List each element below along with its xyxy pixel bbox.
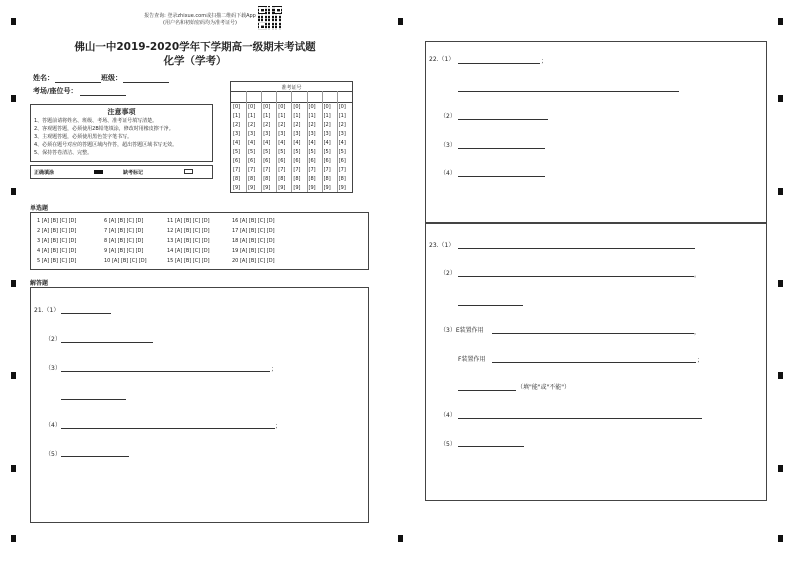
mc-question[interactable]: 7 [A] [B] [C] [D] xyxy=(104,228,144,234)
exam-digit-bubble[interactable]: [1] xyxy=(263,113,271,119)
q21-answer-box xyxy=(30,287,369,523)
q21-part3-label: （3） xyxy=(45,365,61,372)
exam-digit-bubble[interactable]: [7] xyxy=(248,167,256,173)
q21-part4-end: ； xyxy=(275,423,282,430)
q23-part5-label: （5） xyxy=(440,441,456,448)
registration-mark xyxy=(778,95,783,102)
registration-mark xyxy=(398,18,403,25)
q21-number: 21.（1） xyxy=(34,307,60,314)
mc-question[interactable]: 1 [A] [B] [C] [D] xyxy=(37,218,77,224)
registration-mark xyxy=(11,280,16,287)
exam-digit-bubble[interactable]: [7] xyxy=(293,167,301,173)
q23-part2-end: 。 xyxy=(694,272,701,279)
exam-digit-bubble[interactable]: [2] xyxy=(308,122,316,128)
q23-f-device-field[interactable] xyxy=(492,362,696,363)
registration-mark xyxy=(11,95,16,102)
exam-digit-bubble[interactable]: [6] xyxy=(233,158,241,164)
exam-digit-bubble[interactable]: [7] xyxy=(233,167,241,173)
registration-mark xyxy=(778,280,783,287)
exam-digit-bubble[interactable]: [6] xyxy=(308,158,316,164)
mc-question[interactable]: 11 [A] [B] [C] [D] xyxy=(167,218,210,224)
mc-question[interactable]: 2 [A] [B] [C] [D] xyxy=(37,228,77,234)
registration-mark xyxy=(778,535,783,542)
q21-part5-field[interactable] xyxy=(61,456,129,457)
exam-digit-bubble[interactable]: [4] xyxy=(263,140,271,146)
mc-question[interactable]: 16 [A] [B] [C] [D] xyxy=(232,218,275,224)
column-divider xyxy=(261,91,262,192)
exam-digit-bubble[interactable]: [1] xyxy=(308,113,316,119)
q22-part1-field[interactable] xyxy=(458,63,540,64)
notice-item: 5、保持答卷清洁、完整。 xyxy=(34,150,93,156)
login-hint-note: (用户名和初始密码均为准考证号) xyxy=(163,20,237,26)
q22-answer-box xyxy=(425,41,767,223)
exam-digit-bubble[interactable]: [4] xyxy=(293,140,301,146)
mc-question[interactable]: 5 [A] [B] [C] [D] xyxy=(37,258,77,264)
q23-part2-field-2[interactable] xyxy=(458,305,523,306)
q23-f-device-label: F装置作用 xyxy=(458,356,486,363)
exam-digit-bubble[interactable]: [0] xyxy=(248,104,256,110)
exam-digit-bubble[interactable]: [5] xyxy=(323,149,331,155)
absent-checkbox[interactable] xyxy=(184,169,193,174)
q23-fill-note: （填"能"或"不能"） xyxy=(517,384,571,391)
exam-digit-bubble[interactable]: [3] xyxy=(278,131,286,137)
registration-mark xyxy=(11,372,16,379)
exam-digit-bubble[interactable]: [5] xyxy=(263,149,271,155)
exam-digit-bubble[interactable]: [0] xyxy=(308,104,316,110)
q22-part1-end: ； xyxy=(541,58,548,65)
exam-digit-bubble[interactable]: [1] xyxy=(323,113,331,119)
exam-digit-bubble[interactable]: [0] xyxy=(278,104,286,110)
page-title: 佛山一中2019-2020学年下学期高一级期末考试题 xyxy=(74,41,316,53)
q22-part4-label: （4） xyxy=(440,170,456,177)
q21-part3-end: ； xyxy=(271,366,278,373)
registration-mark xyxy=(11,535,16,542)
q23-part5-field[interactable] xyxy=(458,446,524,447)
column-divider xyxy=(291,91,292,192)
exam-digit-bubble[interactable]: [2] xyxy=(248,122,256,128)
exam-digit-bubble[interactable]: [0] xyxy=(233,104,241,110)
exam-digit-bubble[interactable]: [1] xyxy=(293,113,301,119)
qr-code-icon xyxy=(258,6,282,30)
q21-part4-label: （4） xyxy=(45,422,61,429)
q21-part2-field[interactable] xyxy=(61,342,153,343)
exam-digit-bubble[interactable]: [6] xyxy=(248,158,256,164)
exam-digit-bubble[interactable]: [9] xyxy=(338,185,346,191)
exam-digit-bubble[interactable]: [8] xyxy=(248,176,256,182)
q23-part2-label: （2） xyxy=(440,270,456,277)
notice-item: 2、客观题答题，必须使用2B铅笔填涂，修改时用橡皮擦干净。 xyxy=(34,126,174,132)
exam-digit-bubble[interactable]: [4] xyxy=(278,140,286,146)
exam-digit-bubble[interactable]: [8] xyxy=(338,176,346,182)
q23-part3-field[interactable] xyxy=(492,333,694,334)
exam-digit-bubble[interactable]: [0] xyxy=(293,104,301,110)
q22-part4-field[interactable] xyxy=(458,176,545,177)
mc-question[interactable]: 15 [A] [B] [C] [D] xyxy=(167,258,210,264)
exam-digit-bubble[interactable]: [6] xyxy=(293,158,301,164)
exam-digit-bubble[interactable]: [5] xyxy=(338,149,346,155)
column-divider xyxy=(322,91,323,192)
class-label: 班级： xyxy=(101,74,122,82)
exam-digit-bubble[interactable]: [4] xyxy=(338,140,346,146)
answer-section-label: 解答题 xyxy=(30,280,49,287)
exam-digit-bubble[interactable]: [3] xyxy=(308,131,316,137)
correct-fill-label: 正确填涂 xyxy=(34,170,55,176)
q23-part3-label: （3）E装置作用 xyxy=(440,327,484,334)
exam-digit-bubble[interactable]: [3] xyxy=(263,131,271,137)
report-query-note: 报告查询: 登录zhixue.com或扫描二维码下载App xyxy=(144,13,256,19)
q22-number: 22.（1） xyxy=(429,56,455,63)
exam-digit-bubble[interactable]: [5] xyxy=(233,149,241,155)
exam-digit-bubble[interactable]: [3] xyxy=(248,131,256,137)
exam-number-label: 准考证号 xyxy=(281,85,302,91)
q22-part2-label: （2） xyxy=(440,113,456,120)
exam-digit-bubble[interactable]: [8] xyxy=(293,176,301,182)
registration-mark xyxy=(778,465,783,472)
name-label: 姓名： xyxy=(33,74,54,82)
exam-digit-bubble[interactable]: [6] xyxy=(323,158,331,164)
mc-question[interactable]: 13 [A] [B] [C] [D] xyxy=(167,238,210,244)
registration-mark xyxy=(778,18,783,25)
mc-question[interactable]: 3 [A] [B] [C] [D] xyxy=(37,238,77,244)
q21-part3-field-2[interactable] xyxy=(61,399,126,400)
registration-mark xyxy=(11,18,16,25)
exam-digit-bubble[interactable]: [6] xyxy=(263,158,271,164)
exam-number-grid xyxy=(230,81,353,193)
q22-part3-label: （3） xyxy=(440,142,456,149)
exam-digit-bubble[interactable]: [7] xyxy=(323,167,331,173)
exam-digit-bubble[interactable]: [4] xyxy=(308,140,316,146)
q22-part3-field[interactable] xyxy=(458,148,545,149)
exam-digit-bubble[interactable]: [4] xyxy=(233,140,241,146)
exam-digit-bubble[interactable]: [6] xyxy=(278,158,286,164)
exam-digit-bubble[interactable]: [8] xyxy=(278,176,286,182)
mc-question[interactable]: 18 [A] [B] [C] [D] xyxy=(232,238,275,244)
exam-digit-bubble[interactable]: [1] xyxy=(278,113,286,119)
exam-digit-bubble[interactable]: [0] xyxy=(263,104,271,110)
exam-digit-bubble[interactable]: [1] xyxy=(338,113,346,119)
absent-label: 缺考标记 xyxy=(123,170,144,176)
mc-question[interactable]: 6 [A] [B] [C] [D] xyxy=(104,218,144,224)
q23-answer-box xyxy=(425,223,767,501)
q23-fill-field[interactable] xyxy=(458,390,516,391)
q22-part1-field-2[interactable] xyxy=(458,91,679,92)
notice-title: 注意事项 xyxy=(107,108,136,116)
mc-question[interactable]: 4 [A] [B] [C] [D] xyxy=(37,248,77,254)
exam-digit-bubble[interactable]: [8] xyxy=(323,176,331,182)
mc-question[interactable]: 10 [A] [B] [C] [D] xyxy=(104,258,147,264)
column-divider xyxy=(246,91,247,192)
notice-item: 3、主观题答题，必须使用黑色签字笔书写。 xyxy=(34,134,133,140)
exam-digit-bubble[interactable]: [7] xyxy=(278,167,286,173)
exam-digit-bubble[interactable]: [4] xyxy=(323,140,331,146)
q23-part1-field[interactable] xyxy=(458,248,695,249)
exam-digit-bubble[interactable]: [1] xyxy=(248,113,256,119)
exam-digit-bubble[interactable]: [2] xyxy=(263,122,271,128)
q21-part2-label: （2） xyxy=(45,336,61,343)
exam-digit-bubble[interactable]: [1] xyxy=(233,113,241,119)
notice-box xyxy=(30,104,213,162)
exam-digit-bubble[interactable]: [6] xyxy=(338,158,346,164)
mc-question[interactable]: 20 [A] [B] [C] [D] xyxy=(232,258,275,264)
q23-part3-end: ， xyxy=(694,329,701,336)
exam-digit-bubble[interactable]: [9] xyxy=(323,185,331,191)
exam-digit-bubble[interactable]: [8] xyxy=(308,176,316,182)
exam-digit-bubble[interactable]: [0] xyxy=(338,104,346,110)
q23-f-device-end: ； xyxy=(697,357,704,364)
notice-item: 1、答题前请将姓名、班级、考场、准考证号填写清楚。 xyxy=(34,118,158,124)
mc-section-label: 单选题 xyxy=(30,205,49,212)
q21-part1-field[interactable] xyxy=(61,313,111,314)
q21-part4-field[interactable] xyxy=(61,428,275,429)
mc-question[interactable]: 17 [A] [B] [C] [D] xyxy=(232,228,275,234)
exam-digit-bubble[interactable]: [2] xyxy=(233,122,241,128)
exam-digit-bubble[interactable]: [2] xyxy=(323,122,331,128)
registration-mark xyxy=(778,372,783,379)
exam-digit-bubble[interactable]: [5] xyxy=(293,149,301,155)
mc-answer-box xyxy=(30,212,369,270)
exam-digit-bubble[interactable]: [9] xyxy=(263,185,271,191)
q23-part2-field[interactable] xyxy=(458,276,694,277)
exam-digit-bubble[interactable]: [2] xyxy=(293,122,301,128)
registration-mark xyxy=(778,188,783,195)
room-seat-label: 考场/座位号： xyxy=(33,87,78,95)
exam-digit-bubble[interactable]: [9] xyxy=(308,185,316,191)
exam-digit-bubble[interactable]: [8] xyxy=(263,176,271,182)
registration-mark xyxy=(11,188,16,195)
q22-part2-field[interactable] xyxy=(458,119,548,120)
mc-question[interactable]: 9 [A] [B] [C] [D] xyxy=(104,248,144,254)
exam-digit-bubble[interactable]: [5] xyxy=(248,149,256,155)
mc-question[interactable]: 14 [A] [B] [C] [D] xyxy=(167,248,210,254)
mc-question[interactable]: 12 [A] [B] [C] [D] xyxy=(167,228,210,234)
exam-digit-bubble[interactable]: [5] xyxy=(308,149,316,155)
class-field[interactable] xyxy=(123,82,169,83)
mc-question[interactable]: 8 [A] [B] [C] [D] xyxy=(104,238,144,244)
exam-digit-bubble[interactable]: [8] xyxy=(233,176,241,182)
exam-digit-bubble[interactable]: [2] xyxy=(278,122,286,128)
column-divider xyxy=(276,91,277,192)
room-seat-field[interactable] xyxy=(80,95,126,96)
column-divider xyxy=(307,91,308,192)
q23-part4-label: （4） xyxy=(440,412,456,419)
exam-digit-bubble[interactable]: [9] xyxy=(278,185,286,191)
notice-item: 4、必须在题号对应的答题区域内作答，超出答题区域书写无效。 xyxy=(34,142,178,148)
q21-part3-field[interactable] xyxy=(61,371,270,372)
column-divider xyxy=(337,91,338,192)
q21-part5-label: （5） xyxy=(45,451,61,458)
exam-digit-bubble[interactable]: [3] xyxy=(323,131,331,137)
exam-digit-bubble[interactable]: [3] xyxy=(233,131,241,137)
exam-digit-bubble[interactable]: [3] xyxy=(338,131,346,137)
q23-number: 23.（1） xyxy=(429,242,455,249)
page-subtitle: 化学（学考） xyxy=(163,55,227,67)
exam-digit-bubble[interactable]: [7] xyxy=(338,167,346,173)
exam-digit-bubble[interactable]: [9] xyxy=(293,185,301,191)
mc-question[interactable]: 19 [A] [B] [C] [D] xyxy=(232,248,275,254)
registration-mark xyxy=(11,465,16,472)
correct-fill-sample xyxy=(94,170,103,174)
fill-legend-box xyxy=(30,165,213,179)
exam-digit-bubble[interactable]: [4] xyxy=(248,140,256,146)
exam-digit-bubble[interactable]: [9] xyxy=(248,185,256,191)
exam-digit-bubble[interactable]: [7] xyxy=(308,167,316,173)
exam-digit-bubble[interactable]: [7] xyxy=(263,167,271,173)
exam-digit-bubble[interactable]: [2] xyxy=(338,122,346,128)
registration-mark xyxy=(398,535,403,542)
exam-digit-bubble[interactable]: [0] xyxy=(323,104,331,110)
exam-digit-bubble[interactable]: [9] xyxy=(233,185,241,191)
exam-digit-bubble[interactable]: [5] xyxy=(278,149,286,155)
exam-digit-bubble[interactable]: [3] xyxy=(293,131,301,137)
name-field[interactable] xyxy=(55,82,101,83)
q23-part4-field[interactable] xyxy=(458,418,702,419)
